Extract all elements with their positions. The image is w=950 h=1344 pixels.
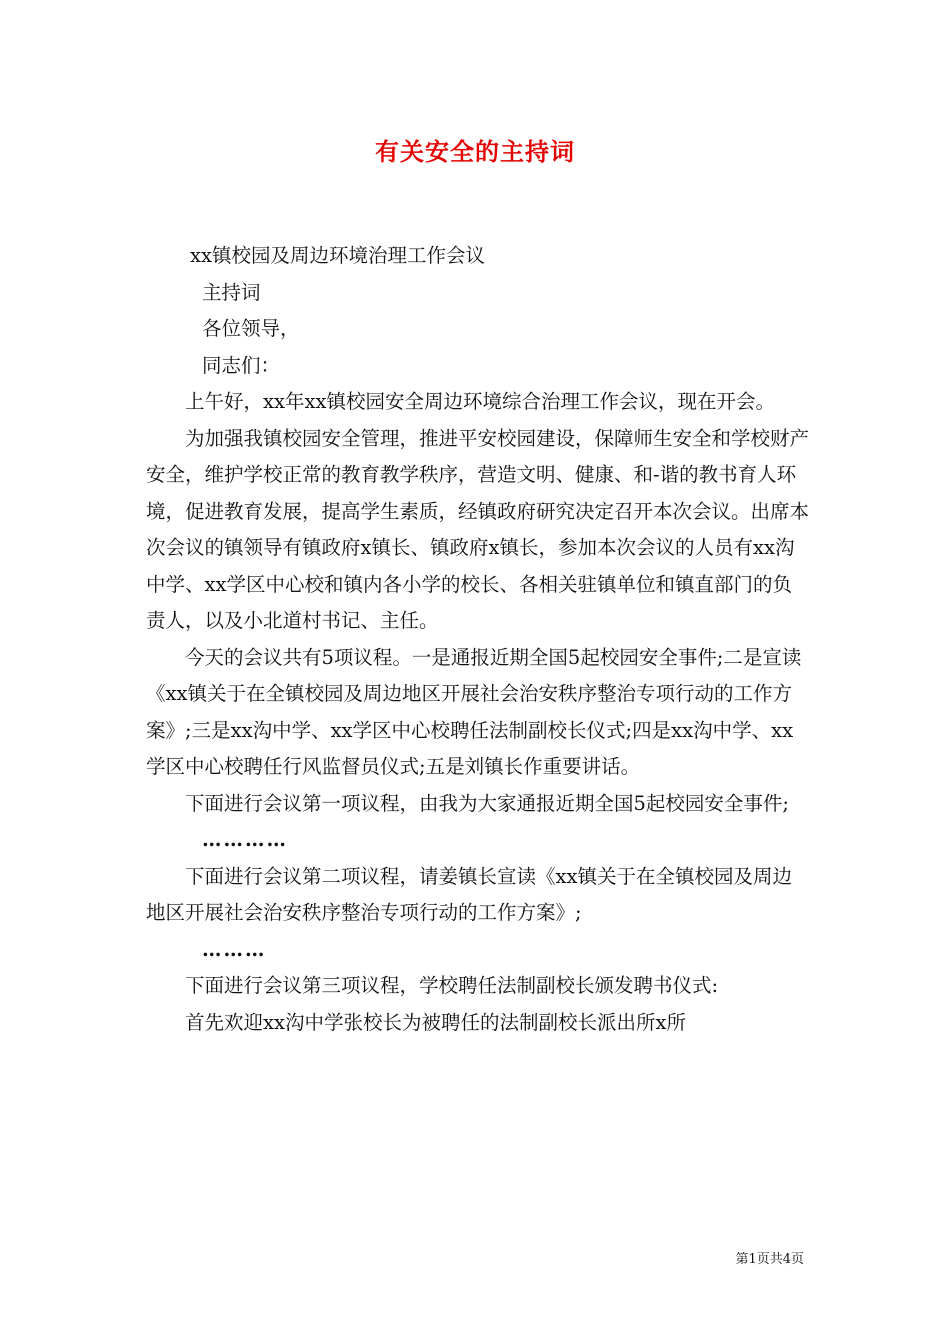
doc-subtitle: 主持词 — [202, 280, 261, 304]
paragraph-purpose: 为加强我镇校园安全管理，推进平安校园建设，保障师生安全和学校财产安全，维护学校正常的教育教学秩序，营造文明、健康、和-谐的教书育人环境，促进教育发展，提高学生素质，经镇政府研究决定召开本次会议。出席本次会议的镇领导有镇政府x镇长、镇政府x镇长，参加本次会议的人员有xx沟中学、xx学区中心校和镇内各小学的校长、各相关驻镇单位和镇直部门的负责人，以及小北道村书记、主任。 — [146, 426, 810, 632]
ellipsis-two: ……… — [202, 937, 267, 961]
meeting-name: xx镇校园及周边环境治理工作会议 — [190, 244, 485, 267]
paragraph-agenda: 今天的会议共有5项议程。一是通报近期全国5起校园安全事件;二是宣读《xx镇关于在全镇校园及周边地区开展社会治安秩序整治专项行动的工作方案》;三是xx沟中学、xx学区中心校聘任法制副校长仪式;四是xx沟中学、xx学区中心校聘任行风监督员仪式;五是刘镇长作重要讲话。 — [146, 645, 802, 778]
document-body — [146, 238, 810, 1041]
paragraph-welcome: 首先欢迎xx沟中学张校长为被聘任的法制副校长派出所x所 — [185, 1010, 686, 1034]
paragraph-item-three: 下面进行会议第三项议程，学校聘任法制副校长颁发聘书仪式: — [185, 974, 719, 997]
salutation-comrades: 同志们： — [202, 353, 281, 377]
paragraph-opening: 上午好，xx年xx镇校园安全周边环境综合治理工作会议，现在开会。 — [185, 390, 775, 413]
salutation-leaders: 各位领导， — [202, 317, 300, 340]
paragraph-item-two: 下面进行会议第二项议程，请姜镇长宣读《xx镇关于在全镇校园及周边地区开展社会治安秩序整治专项行动的工作方案》; — [146, 864, 792, 924]
paragraph-item-one: 下面进行会议第一项议程，由我为大家通报近期全国5起校园安全事件; — [185, 791, 789, 815]
ellipsis-one: ………… — [202, 828, 288, 851]
document-title: 有关安全的主持词 — [375, 137, 575, 166]
page-number: 第1页共4页 — [735, 1252, 804, 1267]
